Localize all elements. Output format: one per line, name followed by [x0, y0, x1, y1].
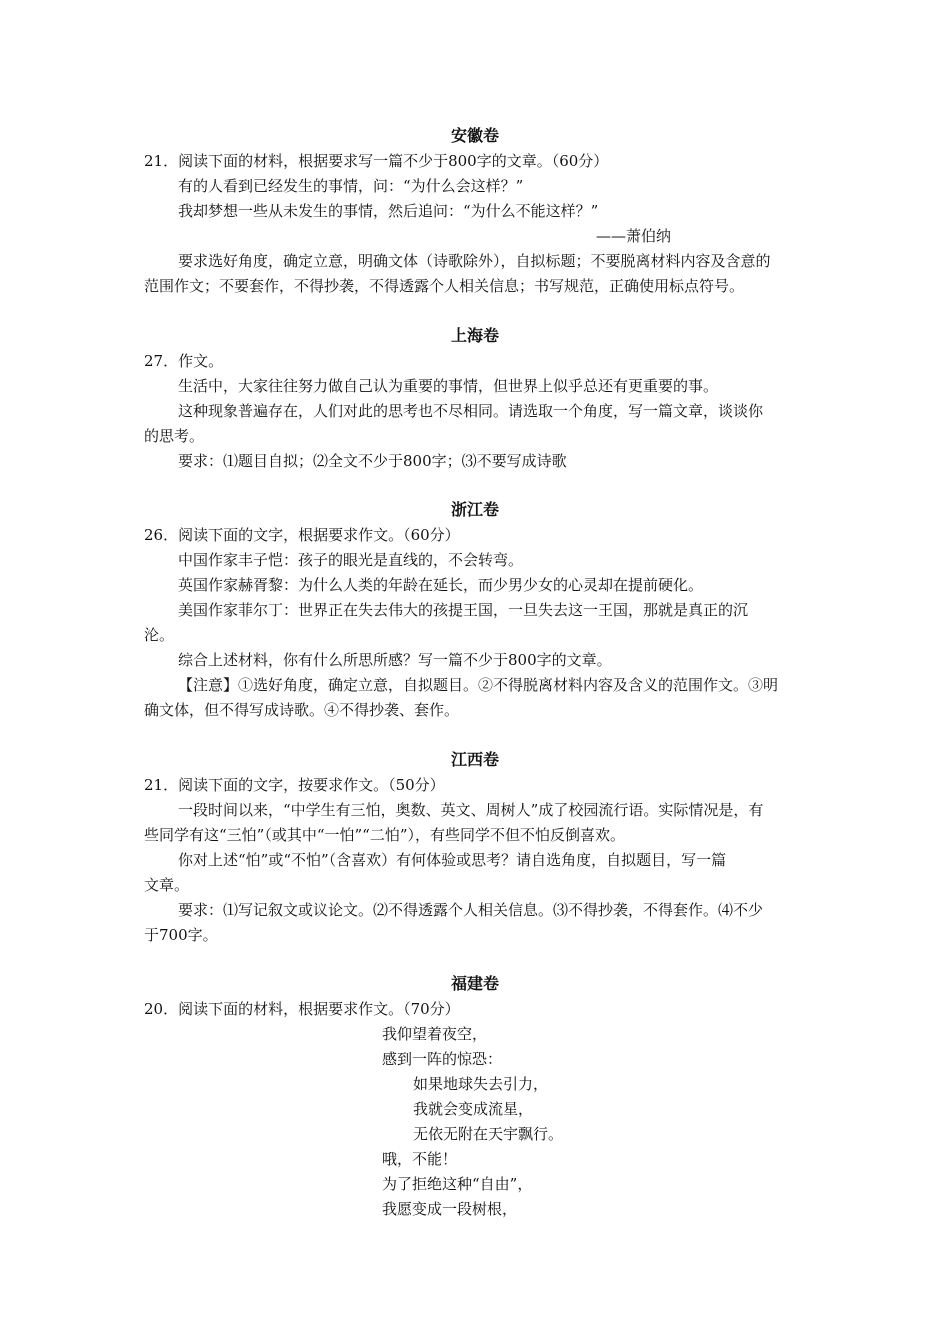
- material-line: 沦。: [144, 626, 175, 644]
- material-line: 些同学有这“三怕”（或其中“一怕”“二怕”），有些同学不但不怕反倒喜欢。: [144, 826, 626, 844]
- material-line: 中国作家丰子恺：孩子的眼光是直线的，不会转弯。: [178, 551, 524, 569]
- question-line: 20．阅读下面的材料，根据要求作文。（70分）: [144, 1000, 460, 1018]
- requirement-line: 要求：⑴写记叙文或议论文。⑵不得透露个人相关信息。⑶不得抄袭，不得套作。⑷不少: [178, 901, 764, 919]
- material-line: 你对上述“怕”或“不怕”（含喜欢）有何体验或思考？请自选角度，自拟题目，写一篇: [178, 851, 727, 869]
- section-title-fujian: 福建卷: [450, 974, 499, 993]
- question-line: 21．阅读下面的文字，按要求作文。（50分）: [144, 776, 445, 794]
- material-line: 的思考。: [144, 427, 205, 445]
- section-title-anhui: 安徽卷: [450, 126, 499, 145]
- material-line: 生活中，大家往往努力做自己认为重要的事情，但世界上似乎总还有更重要的事。: [178, 377, 719, 395]
- requirement-line: 要求：⑴题目自拟；⑵全文不少于800字；⑶不要写成诗歌: [178, 452, 567, 470]
- material-line: 文章。: [144, 876, 190, 894]
- material-line: 一段时间以来，“中学生有三怕，奥数、英文、周树人”成了校园流行语。实际情况是，有: [178, 801, 764, 819]
- question-line: 26．阅读下面的文字，根据要求作文。（60分）: [144, 526, 460, 544]
- question-line: 27．作文。: [144, 352, 224, 370]
- requirement-line: 范围作文；不要套作，不得抄袭，不得透露个人相关信息；书写规范，正确使用标点符号。: [144, 277, 745, 295]
- section-title-shanghai: 上海卷: [450, 326, 499, 345]
- question-line: 21．阅读下面的材料，根据要求写一篇不少于800字的文章。（60分）: [144, 152, 609, 170]
- poem-line: 我仰望着夜空，: [382, 1025, 488, 1043]
- material-line: 英国作家赫胥黎：为什么人类的年龄在延长，而少男少女的心灵却在提前硬化。: [178, 576, 704, 594]
- poem-line: 无依无附在天宇飘行。: [413, 1125, 564, 1143]
- requirement-line: 于700字。: [144, 926, 218, 944]
- poem-line: 我就会变成流星，: [413, 1100, 534, 1118]
- requirement-line: 确文体，但不得写成诗歌。④不得抄袭、套作。: [144, 701, 460, 719]
- poem-line: 感到一阵的惊恐：: [382, 1050, 503, 1068]
- material-line: 综合上述材料，你有什么所思所感？写一篇不少于800字的文章。: [178, 651, 612, 669]
- poem-line: 如果地球失去引力，: [413, 1075, 549, 1093]
- material-line: 有的人看到已经发生的事情，问：“为什么会这样？”: [178, 177, 524, 195]
- material-line: 我却梦想一些从未发生的事情，然后追问：“为什么不能这样？”: [178, 202, 599, 220]
- poem-line: 我愿变成一段树根，: [382, 1200, 518, 1218]
- requirement-line: 【注意】①选好角度，确定立意，自拟题目。②不得脱离材料内容及含义的范围作文。③明: [178, 676, 779, 694]
- section-title-zhejiang: 浙江卷: [450, 500, 499, 519]
- poem-line: 哦，不能！: [382, 1150, 458, 1168]
- material-line: 这种现象普遍存在，人们对此的思考也不尽相同。请选取一个角度，写一篇文章，谈谈你: [178, 402, 764, 420]
- quote-attribution: ——萧伯纳: [596, 227, 672, 245]
- poem-line: 为了拒绝这种“自由”，: [382, 1175, 533, 1193]
- material-line: 美国作家菲尔丁：世界正在失去伟大的孩提王国，一旦失去这一王国，那就是真正的沉: [178, 601, 749, 619]
- section-title-jiangxi: 江西卷: [450, 750, 499, 769]
- requirement-line: 要求选好角度，确定立意，明确文体（诗歌除外），自拟标题；不要脱离材料内容及含意的: [178, 252, 771, 270]
